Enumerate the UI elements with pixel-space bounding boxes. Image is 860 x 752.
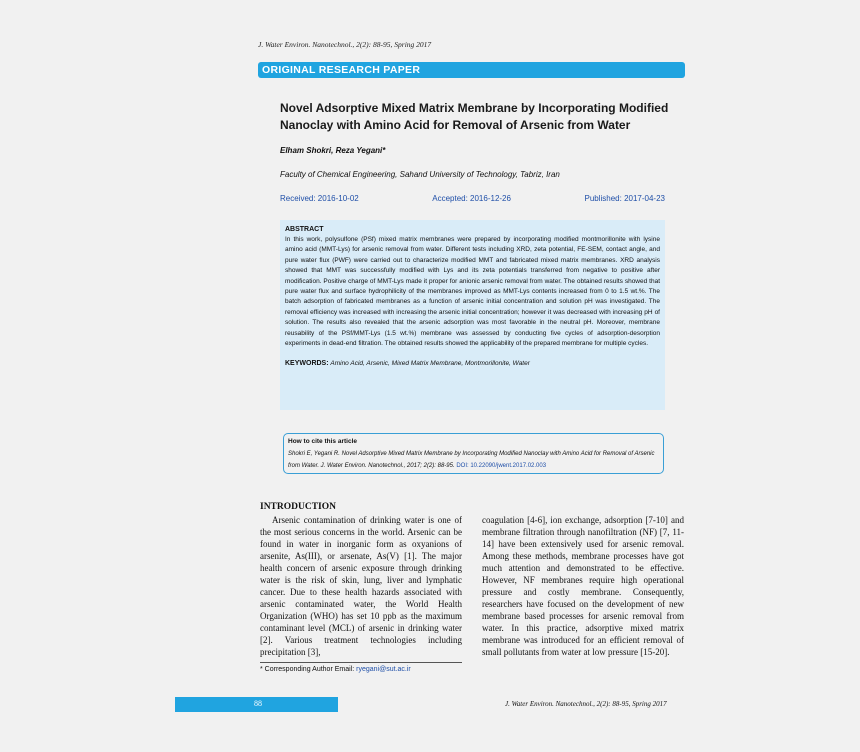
citation-doi-link[interactable]: DOI: 10.22090/jwent.2017.02.003 (456, 463, 547, 469)
introduction-left-column: Arsenic contamination of drinking water is one of the most serious concerns in the world. Arsenic can be found in water in inorganic form as oxyanions of arsenite, As(III), or arsenate, As(V) [1]. The major health concern of arsenic exposure through drinking water is the risk of skin, lung, liver and lymphatic cancer. Due to these health hazards associated with arsenic contaminated water, the World Health Organization (WHO) has set 10 ppb as the maximum contaminant level (MCL) of arsenic in drinking water [2]. Various treatment technologies including precipitation [3], (260, 515, 462, 657)
page-number: 88 (254, 699, 262, 708)
article-type-banner: ORIGINAL RESEARCH PAPER (258, 62, 685, 78)
running-header: J. Water Environ. Nanotechnol., 2(2): 88-95, Spring 2017 (258, 40, 432, 49)
article-authors: Elham Shokri, Reza Yegani* (280, 146, 386, 155)
keywords (285, 360, 660, 367)
citation-reference: Shokri E, Yegani R. Novel Adsorptive Mixed Matrix Membrane by Incorporating Modified Nanoclay with Amino Acid for Removal of Arsenic from Water. J. Water Environ. Nanotechnol., 2017; 2(2): 88-95. (288, 451, 655, 469)
article-dates (280, 194, 665, 203)
introduction-heading: INTRODUCTION (260, 502, 337, 512)
footer-journal-info: J. Water Environ. Nanotechnol., 2(2): 88-95, Spring 2017 (505, 700, 667, 708)
author-email-link[interactable]: ryegani@sut.ac.ir (356, 666, 411, 673)
abstract-box (280, 220, 665, 410)
footnote-label: * Corresponding Author Email: (260, 666, 355, 673)
abstract-text: In this work, polysulfone (PSf) mixed matrix membranes were prepared by incorporating modified montmorillonite with lysine amino acid (MMT-Lys) for arsenic removal from water. Different tests including XRD, zeta potential, FE-SEM, contact angle, and pure water flux (PWF) were carried out to characterize modified MMT and fabricated mixed matrix membranes. XRD analysis showed that MMT was successfully modified with Lys and its zeta potentials transferred from negative to positive after modification. Positive charge of MMT-Lys made it proper for anionic arsenic removal from water. The obtained results showed that pure water flux and surface hydrophilicity of the membranes improved as MMT-Lys contents increased from 0 to 1.5 wt.%. The batch adsorption of fabricated membranes as a function of arsenic initial concentration and solution pH was investigated. The removal efficiency was increased with increasing the arsenic initial concentration; however it was decreased with increasing pH of solution. The results also revealed that the arsenic adsorption was most favorable in the neutral pH. Moreover, membrane reusability of the PSf/MMT-Lys (1.5 wt.%) membrane was assessed by conducting five cycles of adsorption-desorption experiments in dead-end filtration. The obtained results showed the applicability of the prepared membrane for multiple cycles. (285, 236, 660, 348)
article-title: Novel Adsorptive Mixed Matrix Membrane by Incorporating Modified Nanoclay with Amino Acid for Removal of Arsenic from Water (280, 101, 669, 132)
corresponding-author-footnote (260, 666, 411, 673)
citation-text (288, 448, 659, 472)
introduction-right-column: coagulation [4-6], ion exchange, adsorption [7-10] and membrane filtration through nanofiltration (NF) [7, 11-14] have been extensively used for arsenic removal. Among these methods, membrane processes have got much attention and demonstrated to be effective. However, NF membranes require high operational pressure and costly membrane. Consequently, researchers have focused on the development of new membrane based processes for arsenic removal from water. In this practice, adsorptive mixed matrix membrane was introduced for an efficient removal of small pollutants from water at low pressure [15-20]. (482, 515, 684, 657)
footnote-divider (260, 662, 462, 663)
keywords-label: KEYWORDS: (285, 360, 329, 368)
citation-heading: How to cite this article (288, 438, 357, 445)
citation-box (283, 433, 664, 474)
received-date: Received: 2016-10-02 (280, 194, 359, 203)
keywords-list: Amino Acid, Arsenic, Mixed Matrix Membrane, Montmorillonite, Water (330, 360, 530, 368)
published-date: Published: 2017-04-23 (584, 194, 665, 203)
accepted-date: Accepted: 2016-12-26 (432, 194, 511, 203)
abstract-heading: ABSTRACT (285, 226, 324, 233)
article-affiliation: Faculty of Chemical Engineering, Sahand University of Technology, Tabriz, Iran (280, 170, 560, 179)
